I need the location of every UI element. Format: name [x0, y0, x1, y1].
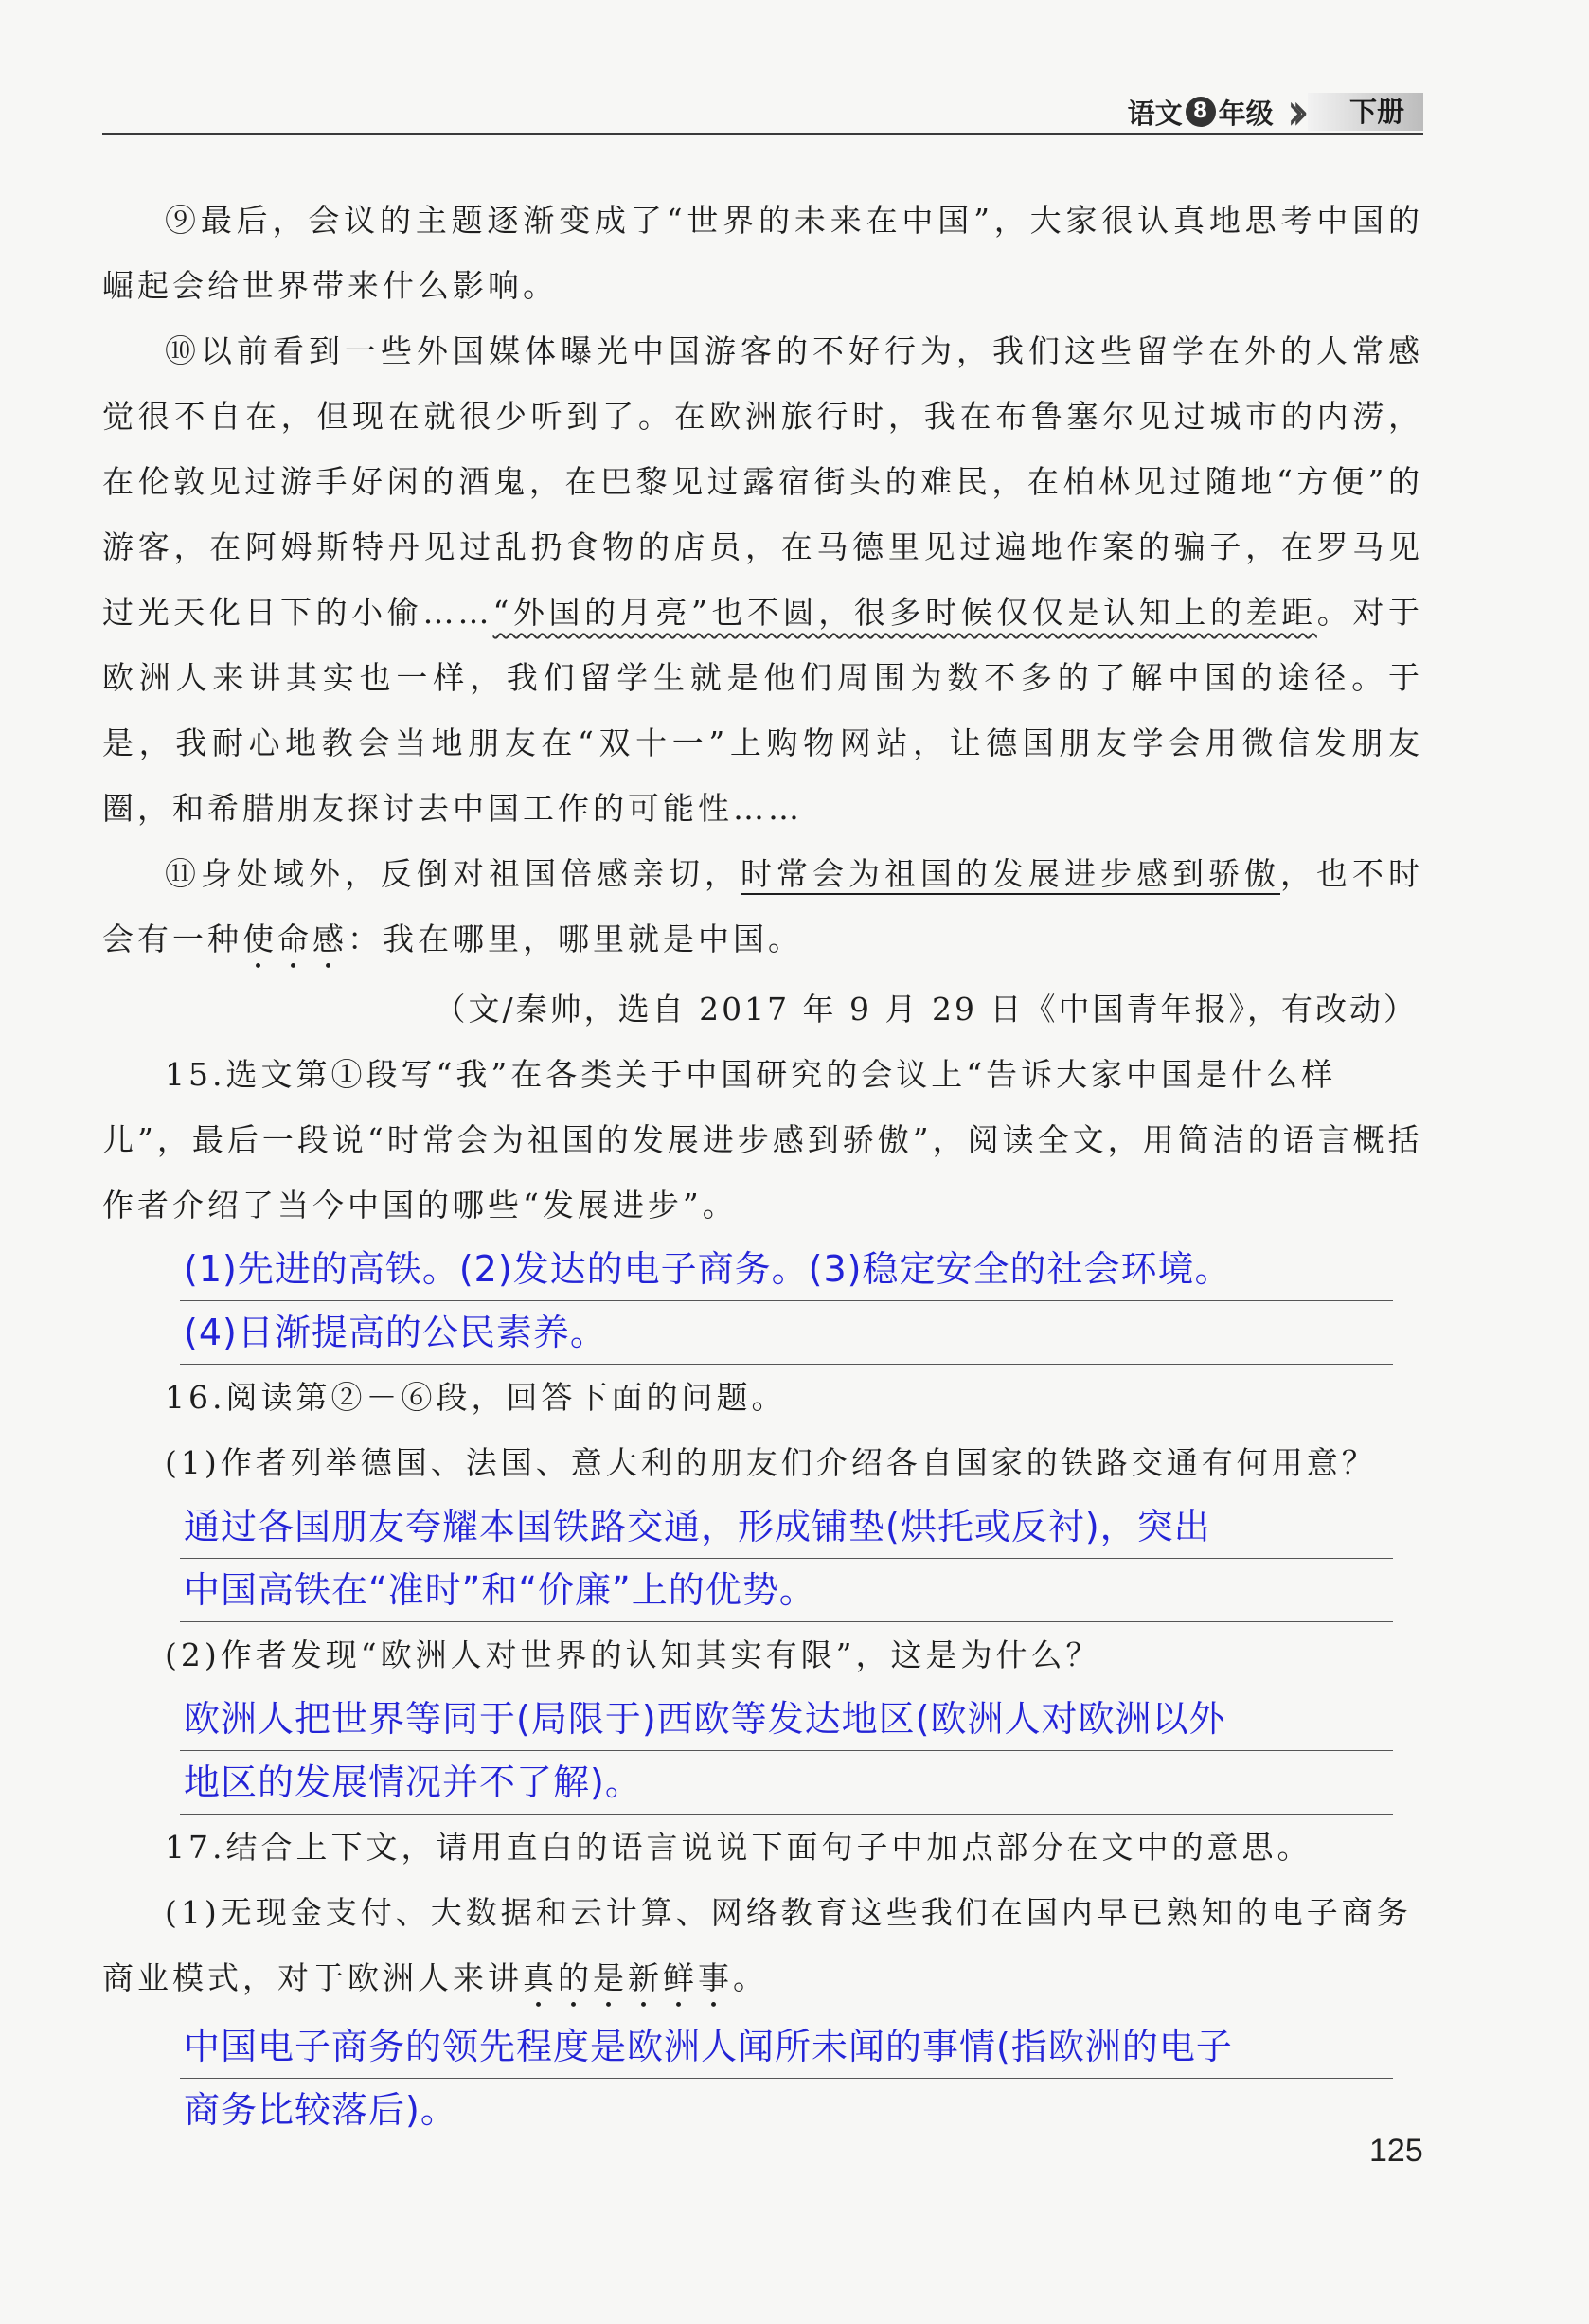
paragraph-10-text-a: ⑩以前看到一些外国媒体曝光中国游客的不好行为，我们这些留学在外的人常感觉很不自在，但现在就很少听到了。在欧洲旅行时，我在布鲁塞尔见过城市的内涝，在伦敦见过游手好闲的酒鬼，在巴黎见过露宿街头的难民，在柏林见过随地“方便”的游客，在阿姆斯特丹见过乱扔食物的店员，在马德里见过遍地作案的骗子，在罗马见过光天化日下的小偷…… — [102, 332, 1423, 631]
page-header — [102, 80, 1423, 143]
grade-label — [1128, 93, 1274, 132]
page-body — [102, 188, 1423, 2141]
header-band — [1127, 80, 1423, 143]
question-17-1-text-a: (1)无现金支付、大数据和云计算、网络教育这些我们在国内早已熟知的电子商务商业模式，对于欧洲人来讲 — [102, 1894, 1412, 1996]
paragraph-11-text-b: ，也不时会有一种 — [102, 855, 1423, 957]
answer-line: 欧洲人把世界等同于(局限于)西欧等发达地区(欧洲人对欧洲以外 — [180, 1688, 1393, 1751]
double-chevron-icon: ›› — [1286, 80, 1296, 143]
grade-text: 年级 — [1218, 97, 1274, 130]
answer-line: (4)日渐提高的公民素养。 — [180, 1301, 1393, 1365]
answer-line: 中国电子商务的领先程度是欧洲人闻所未闻的事情(指欧洲的电子 — [180, 2015, 1393, 2079]
grade-number-badge: 8 — [1186, 97, 1216, 127]
wavy-underlined-sentence: “外国的月亮”也不圆，很多时候仅仅是认知上的差距 — [492, 594, 1317, 631]
underlined-sentence: 时常会为祖国的发展进步感到骄傲 — [741, 855, 1280, 892]
question-16-1: (1)作者列举德国、法国、意大利的朋友们介绍各自国家的铁路交通有何用意？ — [165, 1444, 1377, 1481]
dotted-phrase-mission: 使命感 — [242, 921, 348, 957]
answer-16-1 — [180, 1495, 1423, 1622]
answer-line: 中国高铁在“准时”和“价廉”上的优势。 — [180, 1559, 1393, 1622]
paragraph-9: ⑨最后，会议的主题逐渐变成了“世界的未来在中国”，大家很认真地思考中国的崛起会给世界带来什么影响。 — [102, 202, 1423, 304]
dotted-phrase-novelty: 真的是新鲜事 — [523, 1959, 733, 1996]
question-17: 17.结合上下文，请用直白的语言说说下面句子中加点部分在文中的意思。 — [165, 1829, 1312, 1866]
paragraph-10-text-b: 。对于欧洲人来讲其实也一样，我们留学生就是他们周围为数不多的了解中国的途径。于是，我耐心地教会当地朋友在“双十一”上购物网站，让德国朋友学会用微信发朋友圈，和希腊朋友探讨去中国工作的可能性…… — [102, 594, 1423, 827]
paragraph-11-text-c: ：我在哪里，哪里就是中国。 — [348, 921, 803, 957]
question-16: 16.阅读第②－⑥段，回答下面的问题。 — [165, 1379, 787, 1416]
question-17-1-text-b: 。 — [733, 1959, 768, 1996]
paragraph-10 — [102, 318, 1423, 841]
answer-16-2 — [180, 1688, 1423, 1815]
question-15: 15.选文第①段写“我”在各类关于中国研究的会议上“告诉大家中国是什么样儿”，最后一段说“时常会为祖国的发展进步感到骄傲”，阅读全文，用简洁的语言概括作者介绍了当今中国的哪些“发展进步”。 — [102, 1056, 1423, 1224]
answer-line: 通过各国朋友夸耀本国铁路交通，形成铺垫(烘托或反衬)，突出 — [180, 1495, 1393, 1559]
paragraph-11 — [102, 841, 1423, 976]
subject-label: 语文 — [1127, 97, 1183, 130]
question-17-1 — [102, 1880, 1423, 2015]
source-citation: （文/秦帅，选自 2017 年 9 月 29 日《中国青年报》，有改动） — [434, 991, 1418, 1028]
answer-line: 地区的发展情况并不了解)。 — [180, 1751, 1393, 1815]
paragraph-11-text-a: ⑪身处域外，反倒对祖国倍感亲切， — [165, 855, 741, 892]
answer-17-1 — [180, 2015, 1423, 2141]
volume-badge: 下册 — [1308, 93, 1423, 131]
answer-15 — [180, 1238, 1423, 1365]
page-number: 125 — [1369, 2133, 1423, 2169]
answer-line: (1)先进的高铁。(2)发达的电子商务。(3)稳定安全的社会环境。 — [180, 1238, 1393, 1301]
answer-line-last: 商务比较落后)。 — [184, 2089, 457, 2131]
question-16-2: (2)作者发现“欧洲人对世界的认知其实有限”，这是为什么？ — [165, 1636, 1101, 1673]
